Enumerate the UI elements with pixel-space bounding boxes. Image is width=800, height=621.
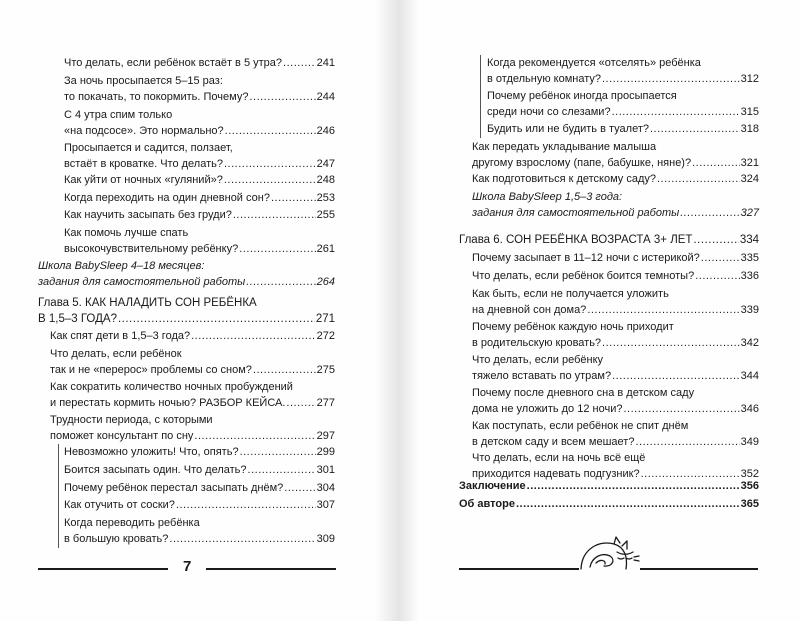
toc-entry: Трудности периода, с которыми поможет консультант по сну ..... 297 [50, 412, 335, 444]
toc-subentry: Будить или не будить в туалет? ..... 318 [487, 121, 759, 137]
toc-entry: Почему ребёнок каждую ночь приходит в родительскую кровать? ..... 342 [472, 319, 759, 351]
toc-entry: Как уйти от ночных «гуляний»? ..... 248 [64, 172, 335, 188]
toc-subentry: Когда переводить ребёнка в большую кровать? ..... 309 [64, 515, 335, 547]
sleeping-cat-icon [578, 532, 640, 574]
toc-entry: Как научить засыпать без груди? ..... 255 [64, 207, 335, 223]
toc-entry: Как передать укладывание малыша другому взрослому (папе, бабушке, няне)? ..... 321 [472, 139, 759, 171]
toc-entry: Что делать, если ребёнок встаёт в 5 утра? ..... 241 [64, 55, 335, 71]
toc-entry-about-author: Об авторе ..... 365 [459, 496, 759, 512]
toc-entry: Просыпается и садится, ползает, встаёт в кроватке. Что делать? ..... 247 [64, 140, 335, 172]
subsection-indent-line [58, 444, 59, 548]
toc-entry-workshop: Школа BabySleep 4–18 месяцев: задания для самостоятельной работы ..... 264 [38, 258, 335, 290]
toc-entry: Почему после дневного сна в детском саду дома не уложить до 12 ночи? ..... 346 [472, 385, 759, 417]
toc-entry: Как подготовиться к детскому саду? ..... 324 [472, 171, 759, 187]
toc-entry: Как поступать, если ребёнок не спит днём в детском саду и всем мешает? ..... 349 [472, 418, 759, 450]
toc-entry: За ночь просыпается 5–15 раз: то покачать, то покормить. Почему? ..... 244 [64, 73, 335, 105]
toc-entry-conclusion: Заключение ..... 356 [459, 478, 759, 494]
footer-rule-right [640, 568, 758, 570]
toc-entry: Как быть, если не получается уложить на дневной сон дома? ..... 339 [472, 286, 759, 318]
toc-subentry: Боится засыпать один. Что делать? ..... 301 [64, 462, 335, 478]
toc-subentry: Почему ребёнок иногда просыпается среди ночи со слезами? ..... 315 [487, 88, 759, 120]
left-gutter-shadow [375, 0, 399, 621]
toc-entry: Как сократить количество ночных пробуждений и перестать кормить ночью? РАЗБОР КЕЙСА. ..... 277 [50, 379, 335, 411]
toc-entry: С 4 утра спим только «на подсосе». Это нормально? ..... 246 [64, 107, 335, 139]
right-gutter-shadow [399, 0, 419, 621]
footer-rule-left [459, 568, 579, 570]
toc-entry-workshop: Школа BabySleep 1,5–3 года: задания для самостоятельной работы ..... 327 [472, 189, 759, 221]
toc-entry: Что делать, если на ночь всё ещё приходится надевать подгузник? ..... 352 [472, 450, 759, 482]
toc-entry: Почему засыпает в 11–12 ночи с истерикой? ..... 335 [472, 250, 759, 266]
toc-subentry: Как отучить от соски? ..... 307 [64, 497, 335, 513]
toc-entry: Как спят дети в 1,5–3 года? ..... 272 [50, 328, 335, 344]
toc-entry: Что делать, если ребёнку тяжело вставать по утрам? ..... 344 [472, 352, 759, 384]
footer-rule-left [38, 568, 168, 570]
toc-subentry: Почему ребёнок перестал засыпать днём? ..... 304 [64, 480, 335, 496]
toc-entry: Как помочь лучше спать высокочувствительному ребёнку? ..... 261 [64, 225, 335, 257]
toc-subentry: Невозможно уложить! Что, опять? ..... 299 [64, 444, 335, 460]
toc-entry: Когда переходить на один дневной сон? ..... 253 [64, 190, 335, 206]
subsection-indent-line [480, 55, 481, 138]
toc-entry: Что делать, если ребёнок боится темноты? ..... 336 [472, 268, 759, 284]
toc-chapter-heading: Глава 6. СОН РЕБЁНКА ВОЗРАСТА 3+ ЛЕТ ..... 334 [459, 232, 759, 248]
page-number: 7 [183, 558, 192, 575]
toc-chapter-heading: Глава 5. КАК НАЛАДИТЬ СОН РЕБЁНКА В 1,5–3 ГОДА? ..... 271 [38, 295, 335, 327]
toc-subentry: Когда рекомендуется «отселять» ребёнка в отдельную комнату? ..... 312 [487, 55, 759, 87]
footer-rule-right [206, 568, 336, 570]
toc-entry: Что делать, если ребёнок так и не «перерос» проблемы со сном? ..... 275 [50, 346, 335, 378]
